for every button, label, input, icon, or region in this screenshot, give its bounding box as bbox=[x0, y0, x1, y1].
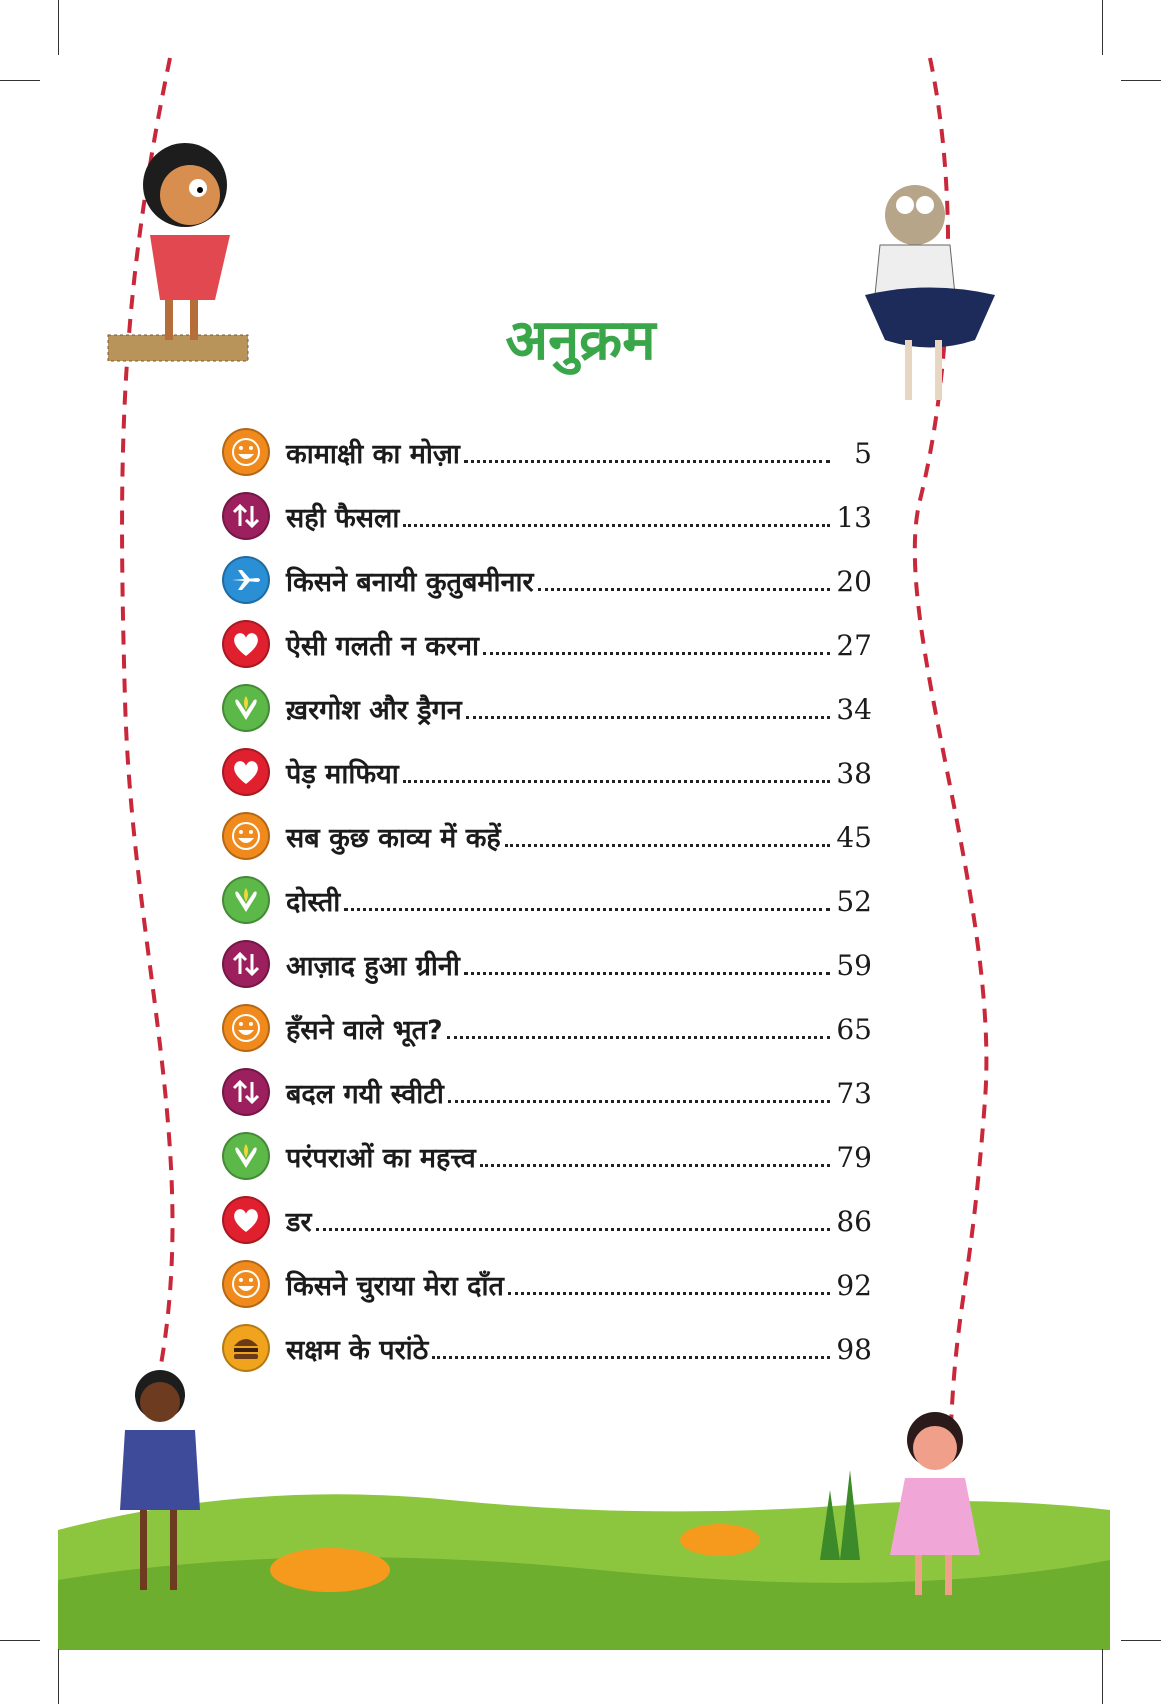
heart-icon bbox=[222, 748, 270, 796]
toc-entry[interactable] bbox=[222, 996, 872, 1060]
airplane-icon bbox=[222, 556, 270, 604]
dot-leader bbox=[505, 844, 830, 847]
up-down-arrows-icon bbox=[222, 492, 270, 540]
toc-entry[interactable] bbox=[222, 420, 872, 484]
dot-leader bbox=[466, 716, 830, 719]
toc-entry-page: 65 bbox=[836, 1012, 872, 1046]
toc-entry-page: 92 bbox=[836, 1268, 872, 1302]
toc-entry[interactable] bbox=[222, 804, 872, 868]
toc-entry-line bbox=[286, 818, 872, 855]
toc-entry-title: ऐसी गलती न करना bbox=[286, 630, 480, 662]
toc-entry[interactable] bbox=[222, 1188, 872, 1252]
heart-icon bbox=[222, 1196, 270, 1244]
crop-mark bbox=[1102, 1649, 1103, 1704]
toc-entry-line bbox=[286, 1074, 872, 1111]
dot-leader bbox=[480, 1164, 830, 1167]
toc-entry[interactable] bbox=[222, 932, 872, 996]
toc-entry[interactable] bbox=[222, 740, 872, 804]
toc-entry-line bbox=[286, 1330, 872, 1367]
toc-entry-line bbox=[286, 498, 872, 535]
hands-leaf-icon bbox=[222, 1132, 270, 1180]
toc-entry-line bbox=[286, 1010, 872, 1047]
toc-entry[interactable] bbox=[222, 1060, 872, 1124]
toc-entry-line bbox=[286, 434, 872, 471]
toc-entry-title: सही फैसला bbox=[286, 502, 400, 534]
toc-entry-line bbox=[286, 754, 872, 791]
toc-entry-title: किसने चुराया मेरा दाँत bbox=[286, 1270, 504, 1302]
dot-leader bbox=[508, 1292, 830, 1295]
page-title: अनुक्रम bbox=[505, 308, 656, 373]
toc-entry-page: 38 bbox=[836, 756, 872, 790]
toc-entry[interactable] bbox=[222, 676, 872, 740]
dot-leader bbox=[432, 1356, 830, 1359]
toc-entry-line bbox=[286, 1266, 872, 1303]
dot-leader bbox=[448, 1100, 830, 1103]
dot-leader bbox=[483, 652, 830, 655]
toc-entry-page: 34 bbox=[836, 692, 872, 726]
toc-entry-page: 27 bbox=[836, 628, 872, 662]
toc-entry-page: 86 bbox=[836, 1204, 872, 1238]
hands-leaf-icon bbox=[222, 876, 270, 924]
laughing-face-icon bbox=[222, 1260, 270, 1308]
toc-entry-line bbox=[286, 690, 872, 727]
hands-leaf-icon bbox=[222, 684, 270, 732]
toc-entry[interactable] bbox=[222, 1252, 872, 1316]
toc-entry-page: 52 bbox=[836, 884, 872, 918]
toc-entry-title: बदल गयी स्वीटी bbox=[286, 1078, 444, 1110]
dot-leader bbox=[538, 588, 830, 591]
toc-entry-title: सब कुछ काव्य में कहें bbox=[286, 822, 501, 854]
table-of-contents bbox=[222, 420, 872, 1380]
toc-entry-title: ख़रगोश और ड्रैगन bbox=[286, 694, 462, 726]
toc-entry-page: 59 bbox=[836, 948, 872, 982]
toc-entry-line bbox=[286, 882, 872, 919]
laughing-face-icon bbox=[222, 812, 270, 860]
toc-entry-line bbox=[286, 562, 872, 599]
up-down-arrows-icon bbox=[222, 940, 270, 988]
toc-entry-line bbox=[286, 626, 872, 663]
toc-entry-line bbox=[286, 946, 872, 983]
dot-leader bbox=[344, 908, 830, 911]
toc-entry-title: किसने बनायी कुतुबमीनार bbox=[286, 566, 534, 598]
toc-entry-title: डर bbox=[286, 1206, 312, 1238]
dot-leader bbox=[403, 780, 830, 783]
toc-entry[interactable] bbox=[222, 548, 872, 612]
dot-leader bbox=[403, 524, 830, 527]
toc-entry[interactable] bbox=[222, 612, 872, 676]
up-down-arrows-icon bbox=[222, 1068, 270, 1116]
toc-entry-page: 45 bbox=[836, 820, 872, 854]
crop-mark bbox=[58, 1649, 59, 1704]
crop-mark bbox=[1121, 80, 1161, 81]
dot-leader bbox=[464, 972, 830, 975]
toc-entry[interactable] bbox=[222, 868, 872, 932]
toc-entry-title: सक्षम के परांठे bbox=[286, 1334, 429, 1366]
toc-entry[interactable] bbox=[222, 1316, 872, 1380]
crop-mark bbox=[0, 1640, 40, 1641]
dot-leader bbox=[464, 460, 830, 463]
toc-entry-title: आज़ाद हुआ ग्रीनी bbox=[286, 950, 460, 982]
toc-entry-page: 79 bbox=[836, 1140, 872, 1174]
crop-mark bbox=[1102, 0, 1103, 55]
toc-entry-page: 98 bbox=[836, 1332, 872, 1366]
toc-entry-title: दोस्ती bbox=[286, 886, 341, 918]
laughing-face-icon bbox=[222, 1004, 270, 1052]
toc-entry-page: 13 bbox=[836, 500, 872, 534]
crop-mark bbox=[1121, 1640, 1161, 1641]
dot-leader bbox=[316, 1228, 831, 1231]
crop-mark bbox=[0, 80, 40, 81]
toc-entry-line bbox=[286, 1138, 872, 1175]
toc-entry-line bbox=[286, 1202, 872, 1239]
toc-entry-title: हँसने वाले भूत? bbox=[286, 1014, 443, 1046]
crop-mark bbox=[58, 0, 59, 55]
toc-entry-page: 73 bbox=[836, 1076, 872, 1110]
toc-entry-page: 5 bbox=[854, 436, 872, 470]
toc-entry-title: पेड़ माफिया bbox=[286, 758, 399, 790]
heart-icon bbox=[222, 620, 270, 668]
toc-entry[interactable] bbox=[222, 1124, 872, 1188]
dot-leader bbox=[447, 1036, 830, 1039]
toc-entry[interactable] bbox=[222, 484, 872, 548]
toc-entry-title: परंपराओं का महत्त्व bbox=[286, 1142, 476, 1174]
toc-entry-page: 20 bbox=[836, 564, 872, 598]
laughing-face-icon bbox=[222, 428, 270, 476]
burger-icon bbox=[222, 1324, 270, 1372]
toc-entry-title: कामाक्षी का मोज़ा bbox=[286, 438, 460, 470]
